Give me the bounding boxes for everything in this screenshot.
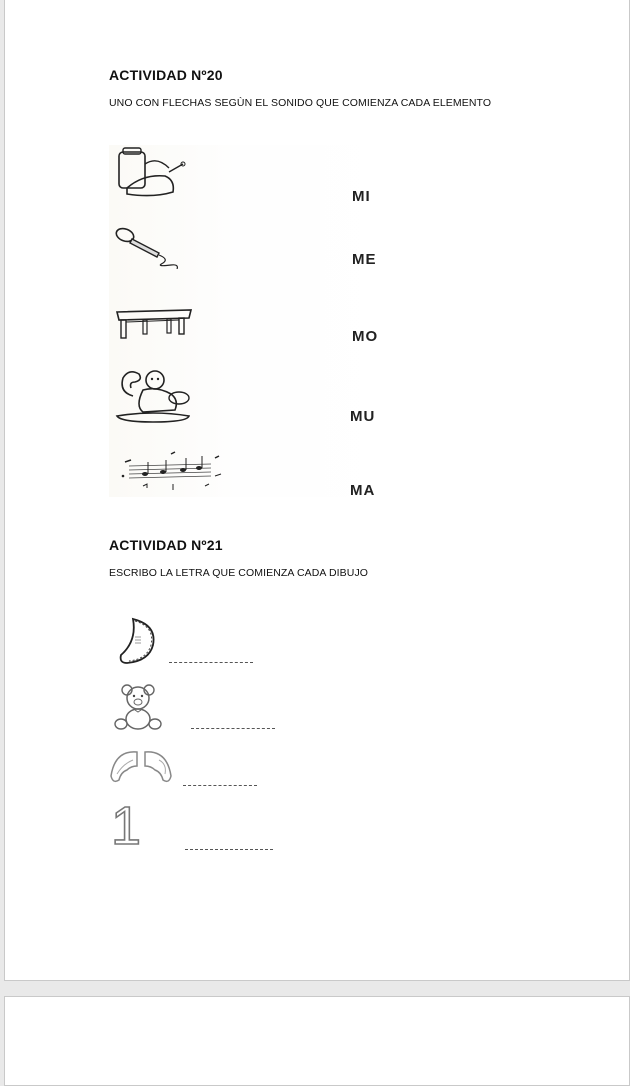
- wings-icon: [109, 746, 173, 788]
- activity-20-instruction: UNO CON FLECHAS SEGÙN EL SONIDO QUE COMIENZA CADA ELEMENTO: [109, 97, 492, 109]
- syllable-mi: MI: [352, 188, 371, 205]
- syllable-me: ME: [352, 251, 377, 268]
- next-page: [4, 996, 630, 1086]
- microphone-icon: [113, 225, 183, 269]
- answer-blank-4[interactable]: [185, 849, 273, 850]
- answer-blank-1[interactable]: [169, 662, 253, 663]
- activity-21-title: ACTIVIDAD Nº21: [109, 537, 223, 553]
- syllable-mu: MU: [350, 408, 376, 425]
- teapot-icon: [113, 146, 189, 198]
- activity-21-instruction: ESCRIBO LA LETRA QUE COMIENZA CADA DIBUJO: [109, 567, 369, 579]
- worksheet-page: [4, 0, 630, 981]
- syllable-mo: MO: [352, 328, 379, 345]
- syllable-ma: MA: [350, 482, 376, 499]
- teddy-bear-icon: [113, 682, 163, 732]
- answer-blank-3[interactable]: [183, 785, 257, 786]
- activity-20-title: ACTIVIDAD Nº20: [109, 67, 223, 83]
- monkey-icon: [113, 366, 195, 424]
- music-notes-icon: [115, 448, 227, 492]
- empanada-icon: [117, 615, 161, 667]
- number-one-icon: 1: [111, 796, 142, 856]
- table-icon: [113, 306, 195, 342]
- answer-blank-2[interactable]: [191, 728, 275, 729]
